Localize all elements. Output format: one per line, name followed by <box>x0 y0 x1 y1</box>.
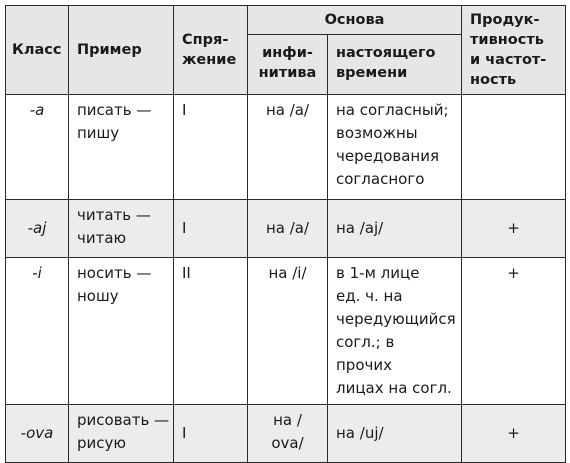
cell-conjugation: I <box>174 200 248 258</box>
cell-productivity: + <box>462 200 566 258</box>
cell-example: читать — читаю <box>69 200 174 258</box>
table-row <box>6 258 566 405</box>
header-present-stem: настоящего времени <box>328 35 462 95</box>
cell-present-stem: в 1-м лице ед. ч. на чередующийся согл.; в прочих лицах на согл. <box>328 258 462 405</box>
cell-infinitive-stem: на /a/ <box>248 200 328 258</box>
header-row-1 <box>6 6 566 35</box>
cell-productivity: + <box>462 405 566 463</box>
header-stem: Основа <box>248 6 462 35</box>
table-row <box>6 200 566 258</box>
table-header <box>6 6 566 95</box>
cell-present-stem: на /uj/ <box>328 405 462 463</box>
header-example: Пример <box>69 6 174 95</box>
cell-conjugation: I <box>174 95 248 200</box>
cell-conjugation: I <box>174 405 248 463</box>
table-row <box>6 405 566 463</box>
cell-example: рисовать — рисую <box>69 405 174 463</box>
cell-example: носить — ношу <box>69 258 174 405</box>
verb-class-table-container <box>5 5 566 463</box>
header-infinitive-stem: инфи- нитива <box>248 35 328 95</box>
cell-class: -aj <box>6 200 69 258</box>
header-productivity: Продук- тивность и частот- ность <box>462 6 566 95</box>
header-class: Класс <box>6 6 69 95</box>
table-row <box>6 95 566 200</box>
cell-productivity <box>462 95 566 200</box>
cell-example: писать — пишу <box>69 95 174 200</box>
cell-present-stem: на /aj/ <box>328 200 462 258</box>
cell-class: -i <box>6 258 69 405</box>
cell-infinitive-stem: на /a/ <box>248 95 328 200</box>
cell-infinitive-stem: на / ova/ <box>248 405 328 463</box>
cell-infinitive-stem: на /i/ <box>248 258 328 405</box>
cell-productivity: + <box>462 258 566 405</box>
header-conjugation: Спря- жение <box>174 6 248 95</box>
cell-class: -a <box>6 95 69 200</box>
table-body <box>6 95 566 463</box>
cell-present-stem: на согласный; возможны чередования согласного <box>328 95 462 200</box>
verb-class-table <box>5 5 566 463</box>
cell-class: -ova <box>6 405 69 463</box>
cell-conjugation: II <box>174 258 248 405</box>
